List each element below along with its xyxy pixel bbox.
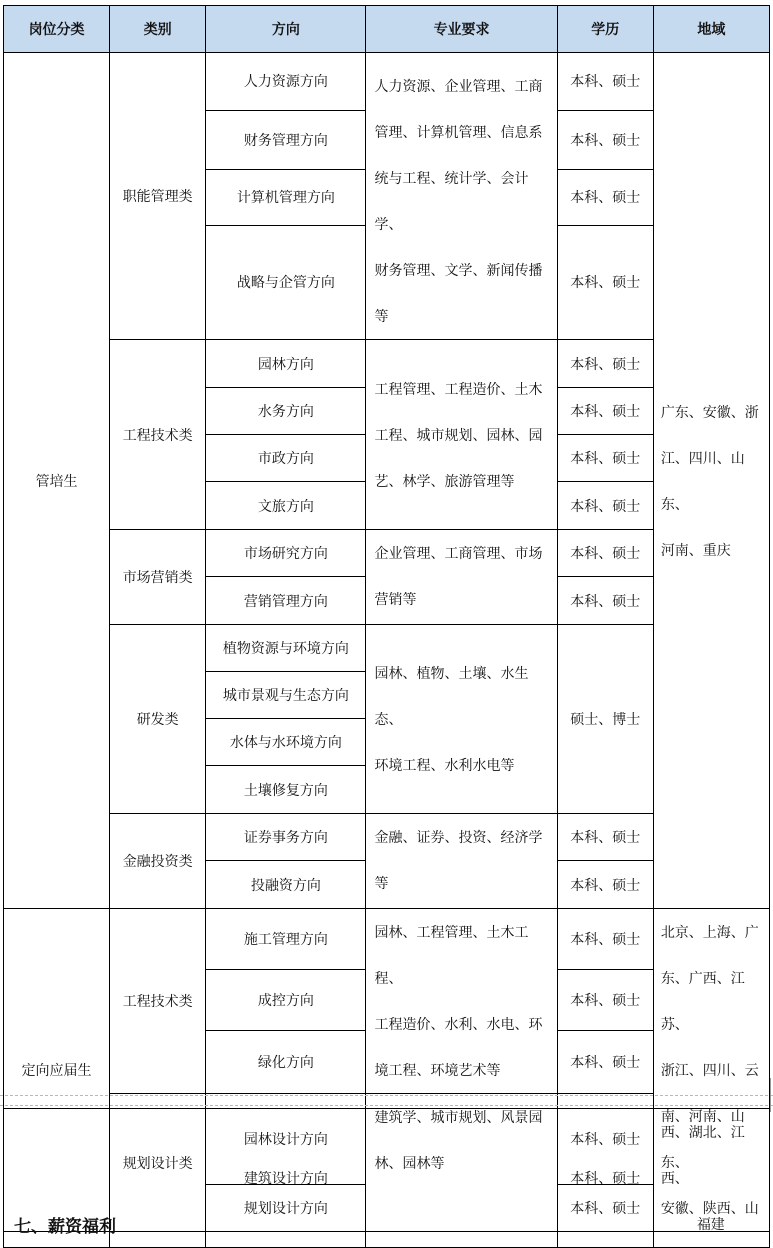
table-row bbox=[4, 53, 770, 111]
direction-cell: 土壤修复方向 bbox=[206, 766, 366, 814]
major-line: 工程、城市规划、园林、园 bbox=[374, 426, 543, 443]
region-line: 安徽、陕西、山 bbox=[660, 1200, 759, 1216]
region-line: 西、湖北、江西、 bbox=[660, 1124, 745, 1186]
header-direction: 方向 bbox=[206, 6, 366, 53]
empty-cell bbox=[110, 1109, 206, 1248]
education-cell: 本科、硕士 bbox=[557, 1094, 653, 1185]
education-cell: 硕士、博士 bbox=[557, 625, 653, 814]
education-cell: 本科、硕士 bbox=[557, 53, 653, 111]
header-major-requirement: 专业要求 bbox=[366, 6, 557, 53]
education-cell: 本科、硕士 bbox=[557, 1031, 653, 1094]
region-campus-hire-cont bbox=[653, 1109, 769, 1248]
category-marketing: 市场营销类 bbox=[110, 530, 206, 625]
direction-cell: 绿化方向 bbox=[206, 1031, 366, 1094]
header-region: 地域 bbox=[653, 6, 769, 53]
category-planning: 规划设计类 bbox=[110, 1094, 206, 1232]
education-cell: 本科、硕士 bbox=[557, 909, 653, 970]
direction-cell: 投融资方向 bbox=[206, 861, 366, 909]
education-cell: 本科、硕士 bbox=[557, 861, 653, 909]
recruitment-table bbox=[3, 5, 770, 1232]
major-line: 等 bbox=[374, 308, 389, 324]
education-cell: 本科、硕士 bbox=[557, 110, 653, 169]
header-category: 类别 bbox=[110, 6, 206, 53]
education-cell: 本科、硕士 bbox=[557, 225, 653, 339]
direction-cell: 植物资源与环境方向 bbox=[206, 625, 366, 672]
region-line: 河南、重庆 bbox=[660, 541, 731, 558]
page-break bbox=[0, 1095, 773, 1107]
region-line: 南、河南、山东、 bbox=[660, 1108, 745, 1170]
header-education: 学历 bbox=[557, 6, 653, 53]
major-line: 工程管理、工程造价、土木 bbox=[374, 380, 543, 397]
education-cell: 本科、硕士 bbox=[557, 340, 653, 388]
major-line: 境工程、环境艺术等 bbox=[374, 1062, 501, 1078]
education-cell: 本科、硕士 bbox=[557, 1185, 653, 1232]
major-engineering-campus bbox=[366, 909, 557, 1094]
direction-cell: 城市景观与生态方向 bbox=[206, 672, 366, 719]
direction-cell: 人力资源方向 bbox=[206, 53, 366, 111]
education-cell: 本科、硕士 bbox=[557, 970, 653, 1031]
major-line: 财务管理、文学、新闻传播 bbox=[374, 262, 543, 278]
education-cell: 本科、硕士 bbox=[557, 435, 653, 482]
direction-cell: 战略与企管方向 bbox=[206, 225, 366, 339]
major-line: 人力资源、企业管理、工商 bbox=[374, 78, 543, 94]
direction-cell: 市政方向 bbox=[206, 435, 366, 482]
empty-cell bbox=[366, 1109, 557, 1248]
category-engineering: 工程技术类 bbox=[110, 340, 206, 530]
page-break-line bbox=[0, 1095, 773, 1096]
direction-cell: 建筑设计方向 bbox=[206, 1109, 366, 1248]
major-finance bbox=[366, 814, 557, 909]
major-line: 林、园林等 bbox=[374, 1155, 445, 1171]
direction-cell: 证券事务方向 bbox=[206, 814, 366, 861]
direction-cell: 水务方向 bbox=[206, 388, 366, 435]
region-line: 浙江、四川、云 bbox=[660, 1062, 759, 1078]
direction-cell: 水体与水环境方向 bbox=[206, 719, 366, 766]
major-engineering bbox=[366, 340, 557, 530]
major-line: 企业管理、工商管理、市场 bbox=[374, 545, 543, 561]
education-cell: 本科、硕士 bbox=[557, 814, 653, 861]
direction-cell: 计算机管理方向 bbox=[206, 169, 366, 225]
major-line: 园林、工程管理、土木工程、 bbox=[374, 924, 529, 986]
region-line: 福建 bbox=[696, 1216, 725, 1232]
education-cell: 本科、硕士 bbox=[557, 577, 653, 625]
education-cell: 本科、硕士 bbox=[557, 530, 653, 577]
page-break-line bbox=[0, 1105, 773, 1106]
region-line: 东、广西、江苏、 bbox=[660, 970, 745, 1032]
direction-cell: 财务管理方向 bbox=[206, 110, 366, 169]
major-line: 园林、植物、土壤、水生态、 bbox=[374, 665, 529, 727]
major-line: 建筑学、城市规划、风景园 bbox=[374, 1109, 543, 1125]
direction-cell: 营销管理方向 bbox=[206, 577, 366, 625]
direction-cell: 园林方向 bbox=[206, 340, 366, 388]
education-cell: 本科、硕士 bbox=[557, 1109, 653, 1248]
major-line: 统与工程、统计学、会计学、 bbox=[374, 170, 529, 232]
group-campus-hire: 定向应届生 bbox=[4, 909, 110, 1232]
major-line: 管理、计算机管理、信息系 bbox=[374, 124, 543, 140]
major-marketing bbox=[366, 530, 557, 625]
category-functional: 职能管理类 bbox=[110, 53, 206, 340]
major-line: 营销等 bbox=[374, 591, 417, 607]
direction-cell: 文旅方向 bbox=[206, 482, 366, 530]
direction-cell: 市场研究方向 bbox=[206, 530, 366, 577]
direction-cell: 园林设计方向 bbox=[206, 1094, 366, 1185]
education-cell: 本科、硕士 bbox=[557, 388, 653, 435]
page-break-handle bbox=[760, 1078, 771, 1112]
major-line: 金融、证券、投资、经济学 bbox=[374, 829, 543, 845]
education-cell: 本科、硕士 bbox=[557, 169, 653, 225]
education-cell: 本科、硕士 bbox=[557, 482, 653, 530]
recruitment-table-continued bbox=[3, 1108, 770, 1248]
table-row bbox=[4, 1109, 770, 1248]
category-finance: 金融投资类 bbox=[110, 814, 206, 909]
category-rnd: 研发类 bbox=[110, 625, 206, 814]
section-title-salary-benefits: 七、薪资福利 bbox=[14, 1217, 116, 1237]
region-line: 江、四川、山东、 bbox=[660, 449, 745, 512]
major-line: 工程造价、水利、水电、环 bbox=[374, 1016, 543, 1032]
category-engineering-campus: 工程技术类 bbox=[110, 909, 206, 1094]
direction-cell: 施工管理方向 bbox=[206, 909, 366, 970]
major-rnd bbox=[366, 625, 557, 814]
direction-cell: 成控方向 bbox=[206, 970, 366, 1031]
major-functional bbox=[366, 53, 557, 340]
region-mgmt-trainee bbox=[653, 53, 769, 909]
major-line: 等 bbox=[374, 875, 389, 891]
header-position-class: 岗位分类 bbox=[4, 6, 110, 53]
major-line: 艺、林学、旅游管理等 bbox=[374, 472, 515, 489]
direction-cell: 规划设计方向 bbox=[206, 1185, 366, 1232]
region-line: 北京、上海、广 bbox=[660, 924, 759, 940]
table-header-row bbox=[4, 6, 770, 53]
group-mgmt-trainee: 管培生 bbox=[4, 53, 110, 909]
table-row bbox=[4, 909, 770, 970]
major-line: 环境工程、水利水电等 bbox=[374, 757, 515, 773]
region-line: 广东、安徽、浙 bbox=[660, 403, 759, 420]
